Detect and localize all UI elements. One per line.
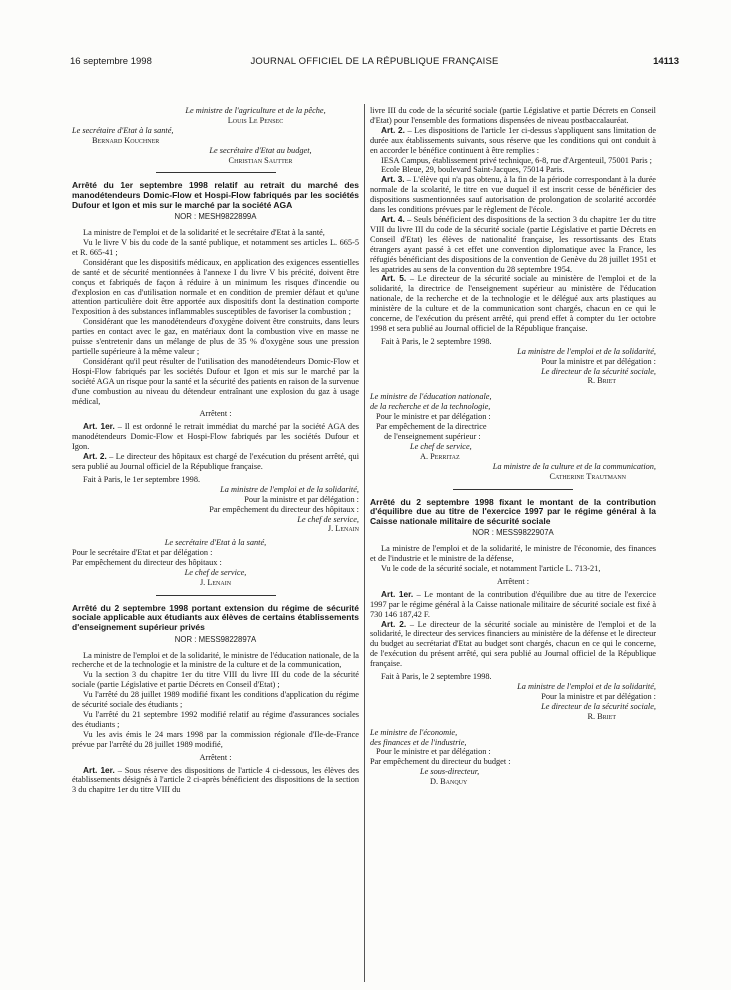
- signature-role: Le secrétaire d'Etat à la santé,: [72, 125, 174, 135]
- signature-line: Pour la ministre et par délégation :: [244, 494, 359, 504]
- article-label: Art. 5.: [381, 273, 407, 284]
- article: [72, 452, 359, 472]
- establishment-item: IESA Campus, établissement privé technique, 6-8, rue d'Argenteuil, 75001 Paris ;: [381, 155, 652, 165]
- article-label: Art. 2.: [381, 124, 405, 135]
- signature-line: Par empêchement du directeur des hôpitaux :: [209, 504, 359, 514]
- nor-reference: NOR : MESS9822897A: [174, 634, 257, 644]
- signature-line: Pour la ministre et par délégation :: [541, 691, 656, 701]
- signature-line: de l'enseignement supérieur :: [384, 432, 481, 441]
- signature-line: Le chef de service,: [410, 441, 472, 451]
- signature-role: Le ministre de l'agriculture et de la pêche,: [185, 106, 326, 115]
- article: [370, 620, 656, 670]
- paragraph: Vu l'arrêté du 21 septembre 1992 modifié relatif au régime d'assurances sociales des étudiants ;: [72, 709, 359, 729]
- signature-name: A. Perritaz: [420, 451, 460, 461]
- paragraph: Vu la section 3 du chapitre 1er du titre VIII du livre III du code de la sécurité sociale (partie Législative et partie Décrets en Conseil d'Etat) ;: [72, 670, 359, 690]
- paragraph: Considérant que les dispositifs médicaux, en application des exigences essentielles de santé et de sécurité mentionnées à l'annexe I du livre V bis précité, doivent être conçus et fabriqués de façon à réduire à un minimum les risques d'incendie ou d'explosion en cas d'utilisation normale et en condition de premier défaut et qu'une attention particulière doit être apportée aux dispositifs dont la destination comporte l'exposition à des substances inflammables susceptibles de favoriser la combustion ;: [72, 257, 359, 317]
- decree-title: Arrêté du 1er septembre 1998 relatif au retrait du marché des manodétendeurs Domic-Flow et Hospi-Flow fabriqués par les sociétés Dufour et Igon et mis sur le marché par la société AGA: [72, 180, 359, 210]
- signature-role: de la recherche et de la technologie,: [370, 402, 491, 412]
- article: [72, 766, 359, 796]
- article-text: – Les dispositions de l'article 1er ci-dessus s'appliquent sans limitation de durée aux établissements suivants, sous réserve que les conditions qui ont conduit à en accorder le bénéfice continuent à être remplies :: [370, 125, 657, 155]
- separator: [453, 489, 573, 490]
- signature-line: Pour le ministre et par délégation :: [376, 412, 491, 422]
- establishment-item: Ecole Bleue, 29, boulevard Saint-Jacques, 75014 Paris.: [381, 165, 565, 175]
- signature-line: Le chef de service,: [297, 514, 359, 524]
- article-text: – Seuls bénéficient des dispositions de la section 3 du chapitre 1er du titre VIII du livre III du code de la sécurité sociale (partie Législative et partie Décrets en Conseil d'Etat) les élèves de nationalité française, les ressortissants des Etats étrangers ayant passé à cet effet une convention diplomatique avec la France, les réfugiés bénéficiant des dispositions de la convention de Genève du 28 juillet 1951 et les apatrides au sens de la convention du 28 septembre 1954.: [370, 214, 656, 274]
- article-text: – Le montant de la contribution d'équilibre due au titre de l'exercice 1997 par le régime général à la Caisse nationale militaire de sécurité sociale est fixé à 730 146 187,42 F.: [370, 589, 657, 619]
- decree-title: Arrêté du 2 septembre 1998 portant extension du régime de sécurité sociale applicable aux étudiants aux élèves de certains établissements d'enseignement supérieur privés: [72, 602, 359, 633]
- article-label: Art. 2.: [83, 451, 107, 462]
- article-text: – Le directeur de la sécurité sociale au ministère de l'emploi et de la solidarité, la directrice de l'enseignement supérieur au ministère de l'éducation nationale, de la recherche et de la technologie et le délégué aux arts plastiques au ministère de la culture et de la communication sont chargés, chacun en ce qui le concerne, de l'exécution du présent arrêté, qui prend effet à compter du 1er octobre 1998 et sera publié au Journal officiel de la République française.: [370, 274, 657, 333]
- paragraph: Vu le livre V bis du code de la santé publique, et notamment ses articles L. 665-5 et R. 665-41 ;: [72, 238, 359, 257]
- nor-reference: NOR : MESH9822899A: [174, 212, 257, 222]
- signature-name: Christian Sautter: [228, 155, 293, 165]
- signature-line: Le directeur de la sécurité sociale,: [541, 366, 656, 376]
- article: [370, 274, 656, 333]
- article-label: Art. 1er.: [83, 421, 115, 432]
- article-text: – Le directeur des hôpitaux est chargé de l'exécution du présent arrêté, qui sera publié au Journal officiel de la République française.: [72, 452, 359, 471]
- page-header: [70, 56, 679, 70]
- signature-line: Par empêchement du directeur du budget :: [370, 757, 511, 767]
- signature-line: Le chef de service,: [184, 568, 247, 578]
- signature-line: Par empêchement du directeur des hôpitaux :: [72, 558, 222, 568]
- signature-name: Catherine Trautmann: [549, 471, 626, 481]
- signature-name: J. Lenain: [199, 577, 232, 587]
- article: [370, 175, 656, 215]
- signature-line: Le sous-directeur,: [420, 767, 480, 777]
- header-date: 16 septembre 1998: [70, 56, 152, 67]
- signing-date: Fait à Paris, le 2 septembre 1998.: [381, 672, 492, 682]
- signature-name: R. Briet: [587, 376, 616, 386]
- right-column: [370, 106, 656, 787]
- signature-name: Bernard Kouchner: [92, 135, 160, 145]
- signature-role: La ministre de l'emploi et de la solidarité,: [517, 346, 656, 356]
- paragraph: Considérant que les manodétendeurs d'oxygène doivent être construits, dans leurs parties en contact avec le gaz, en matériaux dont la combustion vive en masse ne puisse s'entretenir dans un mélange de plus de 35 % d'oxygène sous une pression partielle supérieure à la même valeur ;: [72, 317, 359, 356]
- separator: [156, 172, 276, 173]
- left-column: [72, 106, 359, 795]
- column-divider: [364, 104, 365, 982]
- signature-role: Le ministre de l'éducation nationale,: [370, 392, 492, 402]
- decree-title: Arrêté du 2 septembre 1998 fixant le montant de la contribution d'équilibre due au titre de l'exercice 1997 par le régime général à la Caisse nationale militaire de sécurité sociale: [370, 496, 656, 526]
- signing-date: Fait à Paris, le 2 septembre 1998.: [381, 336, 492, 346]
- paragraph: La ministre de l'emploi et de la solidarité, le ministre de l'économie, des finances et de l'industrie et le ministre de la défense,: [370, 544, 656, 564]
- article: [370, 126, 656, 156]
- article: [72, 422, 359, 452]
- article-text: – L'élève qui n'a pas obtenu, à la fin de la période correspondant à la durée normale de la scolarité, le titre en vue duquel il est inscrit cesse de bénéficier des dispositions susmentionnées sauf autorisation de prolongation de scolarité accordée dans les conditions prévues par le règlement de l'école.: [370, 175, 656, 215]
- arretent-heading: Arrêtent :: [496, 576, 530, 586]
- signature-role: Le ministre de l'économie,: [370, 727, 458, 737]
- signature-role: La ministre de l'emploi et de la solidarité,: [220, 484, 359, 494]
- separator: [156, 595, 276, 596]
- article-label: Art. 4.: [381, 213, 405, 224]
- paragraph: La ministre de l'emploi et de la solidarité, le ministre de l'éducation nationale, de la recherche et de la technologie et la ministre de la culture et de la communication,: [72, 650, 359, 670]
- signature-line: Pour la ministre et par délégation :: [541, 356, 656, 366]
- header-journal-title: JOURNAL OFFICIEL DE LA RÉPUBLIQUE FRANÇAISE: [250, 56, 499, 67]
- paragraph: livre III du code de la sécurité sociale (partie Législative et partie Décrets en Conseil d'Etat) pour l'ensemble des formations dispensées de niveau postbaccalauréat.: [370, 106, 656, 125]
- signature-line: Le directeur de la sécurité sociale,: [541, 701, 656, 711]
- paragraph: Vu les avis émis le 24 mars 1998 par la commission régionale d'Ile-de-France prévue par l'arrêté du 28 juillet 1989 modifié,: [72, 729, 359, 749]
- signature-name: R. Briet: [587, 711, 616, 721]
- signature-name: D. Banquy: [430, 777, 468, 787]
- article-text: – Sous réserve des dispositions de l'article 4 ci-dessous, les élèves des établissements désignés à l'article 2 ci-après bénéficient des dispositions de la section 3 du chapitre 1er du titre VIII du: [72, 765, 359, 795]
- article-label: Art. 1er.: [381, 588, 414, 599]
- signature-role: des finances et de l'industrie,: [370, 737, 467, 747]
- signature-role: La ministre de l'emploi et de la solidarité,: [517, 682, 656, 691]
- signature-role: La ministre de la culture et de la communication,: [492, 461, 656, 471]
- article: [370, 215, 656, 274]
- signature-line: Pour le ministre et par délégation :: [376, 747, 491, 757]
- article-label: Art. 1er.: [83, 764, 115, 775]
- paragraph: La ministre de l'emploi et de la solidarité et le secrétaire d'Etat à la santé,: [83, 228, 325, 238]
- arretent-heading: Arrêtent :: [199, 752, 232, 762]
- article-text: – Il est ordonné le retrait immédiat du marché par la société AGA des manodétendeurs Domic-Flow et Hospi-Flow fabriqués par les sociétés Dufour et Igon.: [72, 422, 359, 452]
- signature-role: Le secrétaire d'Etat au budget,: [209, 145, 312, 155]
- signature-line: Pour le secrétaire d'Etat et par délégation :: [72, 548, 213, 558]
- nor-reference: NOR : MESS9822907A: [472, 528, 554, 538]
- signature-line: Par empêchement de la directrice: [376, 422, 487, 432]
- article-text: – Le directeur de la sécurité sociale au ministère de l'emploi et de la solidarité, le directeur des services financiers au ministère de la défense et le directeur du budget au secrétariat d'Etat au budget sont chargés, chacun en ce qui le concerne, de l'exécution du présent arrêté, qui sera publié au Journal officiel de la République française.: [370, 619, 657, 669]
- signing-date: Fait à Paris, le 1er septembre 1998.: [83, 474, 201, 484]
- signature-role: Le secrétaire d'Etat à la santé,: [164, 538, 267, 548]
- article: [370, 590, 656, 620]
- article-label: Art. 3.: [381, 174, 405, 185]
- paragraph: Vu l'arrêté du 28 juillet 1989 modifié fixant les conditions d'application du régime de sécurité sociale des étudiants ;: [72, 690, 359, 710]
- article-label: Art. 2.: [381, 618, 407, 629]
- signature-name: J. Lenain: [327, 524, 359, 534]
- paragraph: Considérant qu'il peut résulter de l'utilisation des manodétendeurs Domic-Flow et Hospi-Flow fabriqués par les sociétés Dufour et Igon et mis sur le marché par la société AGA un risque pour la santé et la sécurité des patients en raison de la survenue d'une combustion au niveau du détendeur entraînant une explosion du gaz à usage médical,: [72, 356, 359, 406]
- header-page-number: 14113: [653, 56, 679, 67]
- signature-name: Louis Le Pensec: [227, 115, 284, 125]
- paragraph: Vu le code de la sécurité sociale, et notamment l'article L. 713-21,: [381, 564, 601, 574]
- arretent-heading: Arrêtent :: [199, 409, 232, 419]
